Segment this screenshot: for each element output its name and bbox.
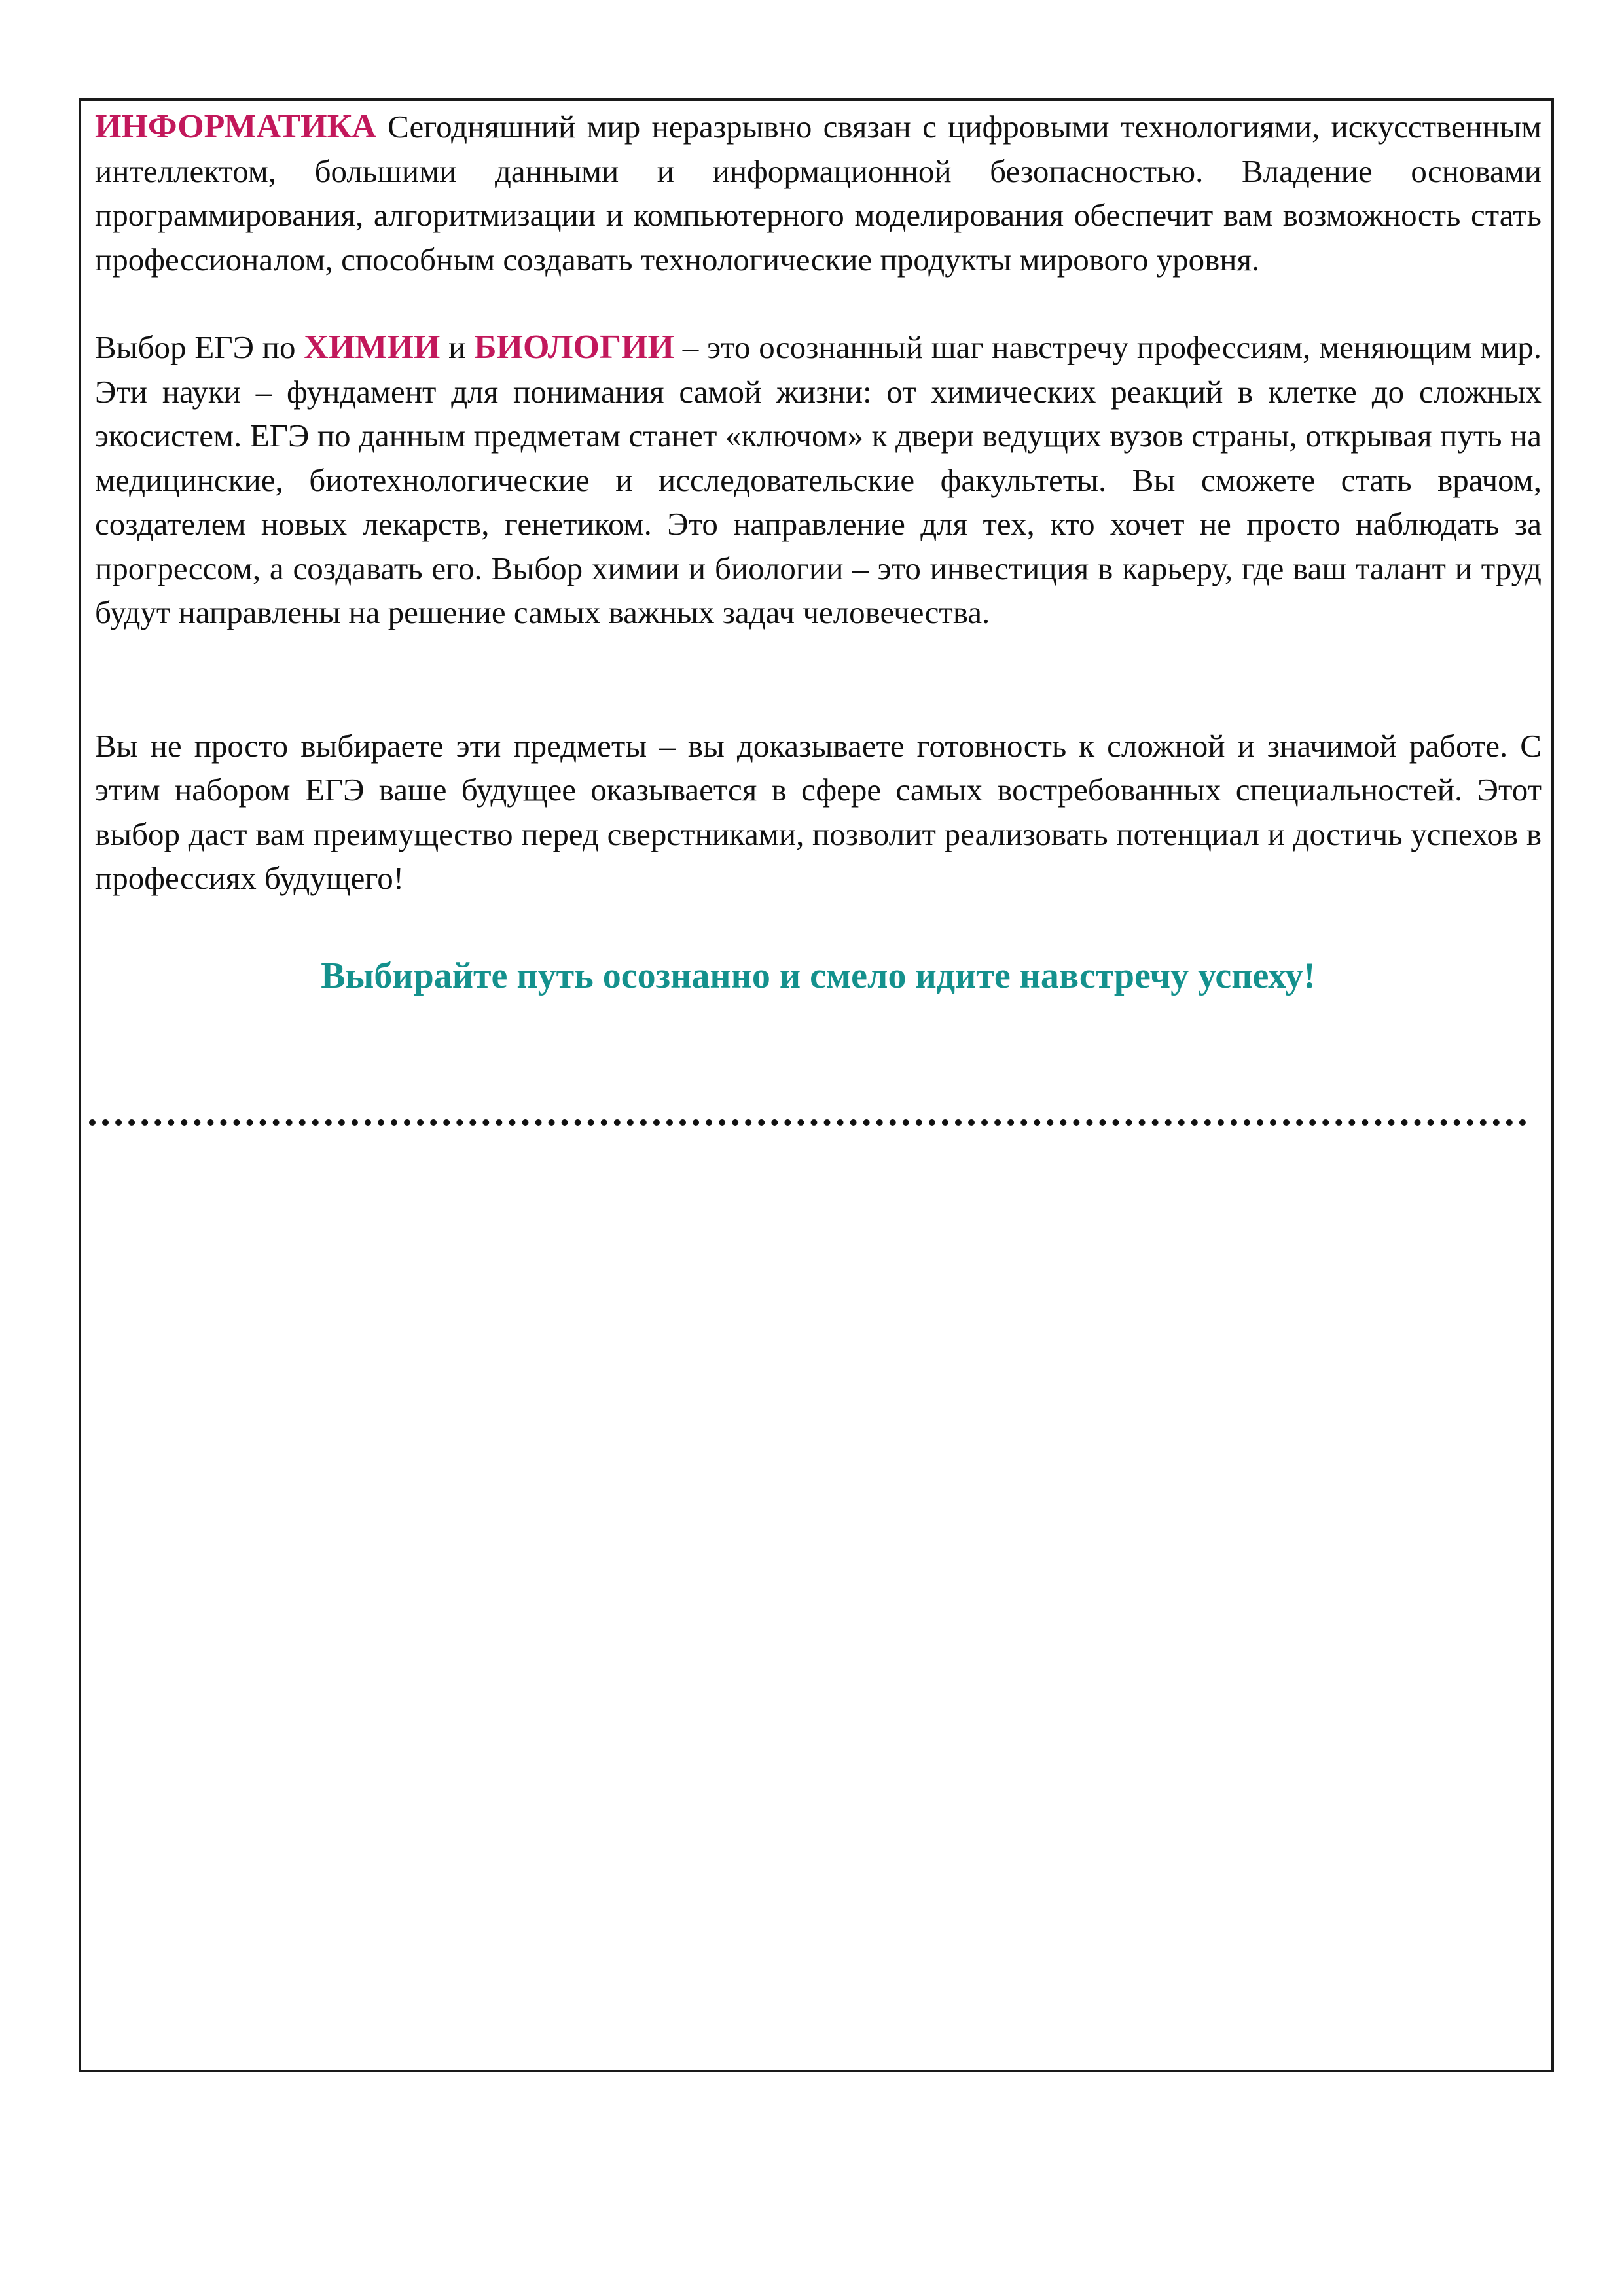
informatics-heading: ИНФОРМАТИКА [95, 108, 376, 145]
chem-bio-conjunction: и [440, 329, 475, 365]
spacer [95, 635, 1542, 724]
informatics-text: Сегодняшний мир неразрывно связан с цифровыми технологиями, искусственным интеллектом, большими данными и информационной безопасностью. Владение основами программирования, алгоритмизации и компьютерного моделирования обеспечит вам возможность стать профессионалом, способным создавать технологические продукты мирового уровня. [95, 109, 1542, 278]
cut-line-divider [89, 1119, 1526, 1126]
chem-bio-text: – это осознанный шаг навстречу профессиям, меняющим мир. Эти науки – фундамент для понимания самой жизни: от химических реакций в клетке до сложных экосистем. ЕГЭ по данным предметам станет «ключом» к двери ведущих вузов страны, открывая путь на медицинские, биотехнологические и исследовательские факультеты. Вы сможете стать врачом, создателем новых лекарств, генетиком. Это направление для тех, кто хочет не просто наблюдать за прогрессом, а создавать его. Выбор химии и биологии – это инвестиция в карьеру, где ваш талант и труд будут направлены на решение самых важных задач человечества. [95, 329, 1542, 630]
spacer [95, 901, 1542, 953]
chem-bio-paragraph [95, 325, 1542, 635]
document-body [95, 105, 1542, 999]
slogan: Выбирайте путь осознанно и смело идите навстречу успеху! [321, 955, 1316, 996]
biology-subject: БИОЛОГИИ [474, 329, 674, 366]
chem-bio-intro: Выбор ЕГЭ по [95, 329, 304, 365]
chemistry-subject: ХИМИИ [304, 329, 441, 366]
conclusion-paragraph: Вы не просто выбираете эти предметы – вы доказываете готовность к сложной и значимой работе. С этим набором ЕГЭ ваше будущее оказывается в сфере самых востребованных специальностей. Этот выбор даст вам преимущество перед сверстниками, позволит реализовать потенциал и достичь успехов в профессиях будущего! [95, 727, 1542, 896]
spacer [95, 281, 1542, 325]
informatics-paragraph [95, 105, 1542, 281]
